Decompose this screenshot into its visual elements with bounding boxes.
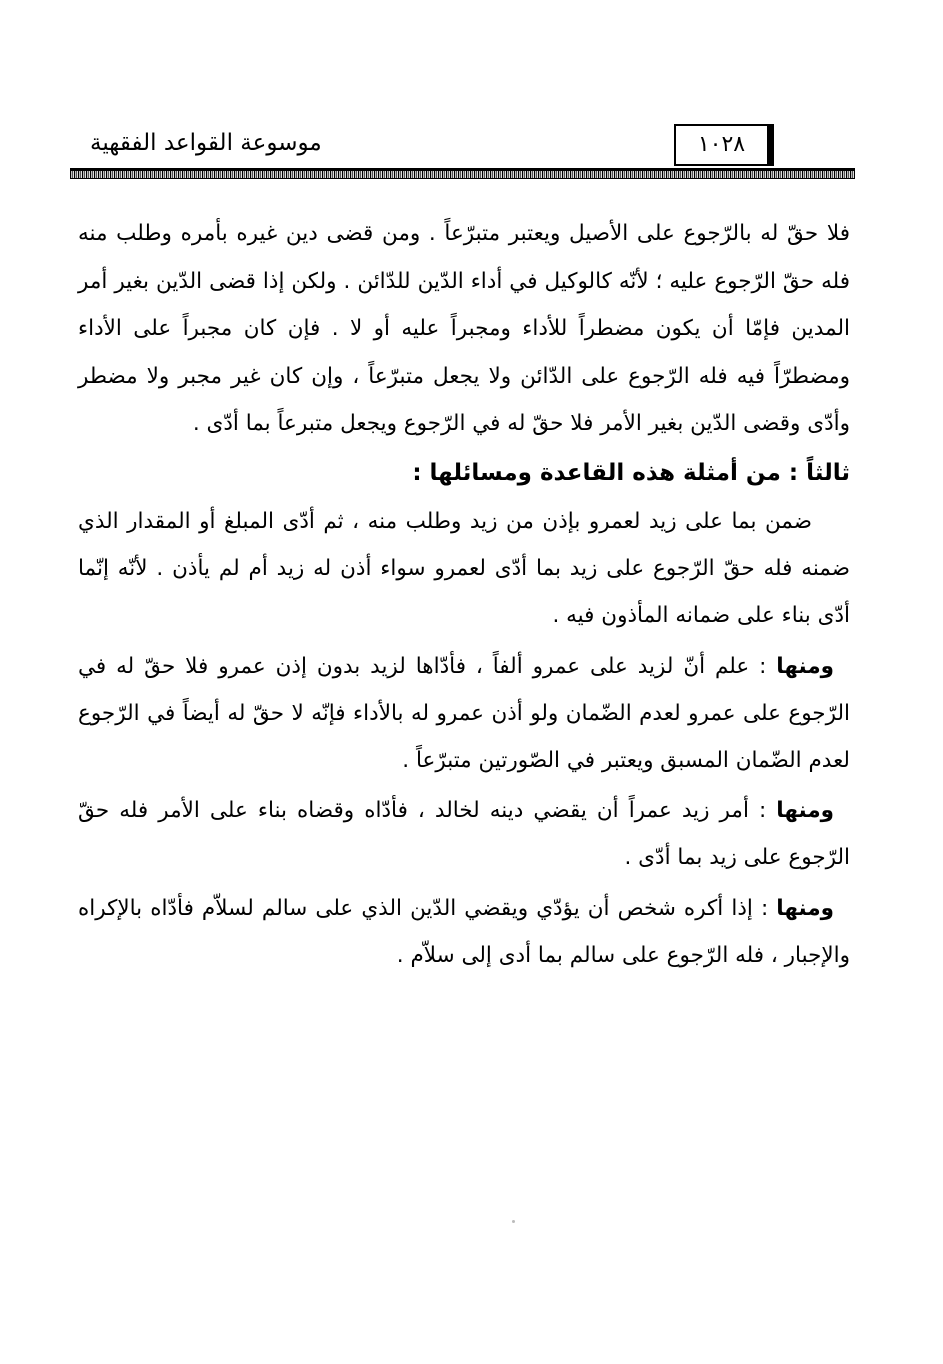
paragraph-continued: فلا حقّ له بالرّجوع على الأصيل ويعتبر متبرّعاً . ومن قضى دين غيره بأمره وطلب منه فله حقّ الرّجوع عليه ؛ لأنّه كالوكيل في أداء الدّين للدّائن . ولكن إذا قضى الدّين بغير أمر المدين فإمّا أن يكون مضطراً للأداء ومجبراً عليه أو لا . فإن كان مجبراً على الأداء ومضطرّاً فيه فله الرّجوع على الدّائن ولا يجعل متبرّعاً ، وإن كان غير مجبر ولا مضطر وأدّى وقضى الدّين بغير الأمر فلا حقّ له في الرّجوع ويجعل متبرعاً بما أدّى .	[78, 221, 850, 437]
example-keyword: ومنها	[776, 798, 834, 824]
example-item	[78, 643, 850, 785]
example-text: : إذا أكره شخص أن يؤدّي ويقضي الدّين الذي على سالم لسلاّم فأدّاه بالإكراه والإجبار ، فله الرّجوع على سالم بما أدى إلى سلاّم .	[78, 895, 850, 968]
page-number: ١٠٢٨	[674, 124, 774, 166]
example-text: : أمر زيد عمراً أن يقضي دينه لخالد ، فأدّاه وقضاه بناء على الأمر فله حقّ الرّجوع على زيد بما أدّى .	[78, 798, 850, 871]
book-title: موسوعة القواعد الفقهية	[90, 130, 322, 156]
example-keyword: ومنها	[776, 653, 834, 679]
example-text: : علم أنّ لزيد على عمرو ألفاً ، فأدّاها لزيد بدون إذن عمرو فلا حقّ له في الرّجوع على عمرو لعدم الضّمان ولو أذن عمرو له بالأداء فإنّه لا حقّ له أيضاً في الرّجوع لعدم الضّمان المسبق ويعتبر في الصّورتين متبرّعاً .	[78, 653, 850, 773]
section-heading: ثالثاً : من أمثلة هذه القاعدة ومسائلها :	[412, 459, 850, 486]
page-body	[78, 210, 850, 979]
header-divider	[70, 168, 855, 179]
example-paragraph: ضمن بما على زيد لعمرو بإذن من زيد وطلب منه ، ثم أدّى المبلغ أو المقدار الذي ضمنه فله حقّ الرّجوع على زيد بما أدّى لعمرو سواء أذن له زيد أم لم يأذن . لأنّه إنّما أدّى بناء على ضمانه المأذون فيه .	[78, 508, 850, 629]
example-keyword: ومنها	[776, 895, 834, 921]
example-item	[78, 885, 850, 979]
example-item	[78, 787, 850, 881]
scan-speck	[512, 1220, 515, 1223]
page-header	[70, 118, 855, 182]
